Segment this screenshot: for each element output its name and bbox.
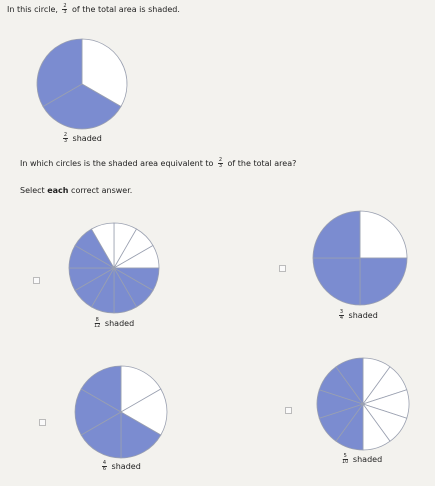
choice-d-fraction-den: 10 — [342, 459, 349, 465]
choice-b-checkbox[interactable] — [279, 265, 286, 272]
example-label — [61, 133, 102, 144]
shaded-sector — [313, 211, 360, 258]
question-suffix: of the total area? — [227, 159, 297, 168]
choice-b-label-text: shaded — [348, 311, 378, 320]
shaded-sector — [313, 258, 360, 305]
example-fraction — [63, 133, 68, 144]
choice-c-fraction-num: 4 — [102, 460, 107, 466]
instruction-post: correct answer. — [68, 186, 133, 195]
intro-fraction-num: 2 — [63, 3, 67, 9]
intro-text — [7, 4, 180, 15]
choice-c-label — [100, 461, 141, 472]
choice-a-fraction-num: 8 — [95, 317, 99, 323]
question-text — [20, 158, 296, 169]
choice-a-fraction — [94, 318, 100, 329]
choice-c-fraction-den: 6 — [102, 466, 107, 472]
choice-c-circle[interactable] — [74, 365, 168, 459]
choice-a-fraction-den: 12 — [94, 323, 101, 329]
choice-b-fraction — [339, 310, 344, 321]
choice-c-label-text: shaded — [111, 462, 141, 471]
choice-a-label-text: shaded — [104, 319, 135, 328]
choice-d-checkbox[interactable] — [285, 407, 292, 414]
choice-a-label — [92, 318, 134, 329]
intro-fraction — [62, 4, 67, 15]
choice-b-fraction-num: 3 — [339, 309, 344, 315]
instruction-bold: each — [47, 186, 69, 195]
instruction-text — [20, 186, 132, 195]
question-prefix: In which circles is the shaded area equivalent to — [20, 159, 214, 168]
shaded-sector — [360, 258, 407, 305]
choice-a-checkbox[interactable] — [33, 277, 40, 284]
question-fraction — [218, 158, 223, 169]
intro-prefix: In this circle, — [7, 5, 58, 14]
choice-d-fraction — [342, 454, 348, 465]
choice-d-label-text: shaded — [352, 455, 383, 464]
choice-c-fraction — [102, 461, 107, 472]
choice-d-label — [340, 454, 382, 465]
choice-c-checkbox[interactable] — [39, 419, 46, 426]
example-circle — [36, 38, 128, 130]
choice-d-fraction-num: 5 — [343, 453, 347, 459]
question-fraction-num: 2 — [218, 157, 223, 163]
choice-b-fraction-den: 4 — [339, 315, 344, 321]
instruction-pre: Select — [20, 186, 48, 195]
example-label-text: shaded — [72, 134, 102, 143]
choice-b-circle[interactable] — [312, 210, 408, 306]
intro-suffix: of the total area is shaded. — [72, 5, 180, 14]
intro-fraction-den: 3 — [63, 9, 67, 15]
choice-d-circle[interactable] — [316, 357, 410, 451]
example-fraction-den: 3 — [63, 138, 68, 144]
unshaded-sector — [360, 211, 407, 258]
choice-b-label — [337, 310, 378, 321]
question-fraction-den: 3 — [218, 163, 223, 169]
example-fraction-num: 2 — [63, 132, 68, 138]
choice-a-circle[interactable] — [68, 222, 160, 314]
